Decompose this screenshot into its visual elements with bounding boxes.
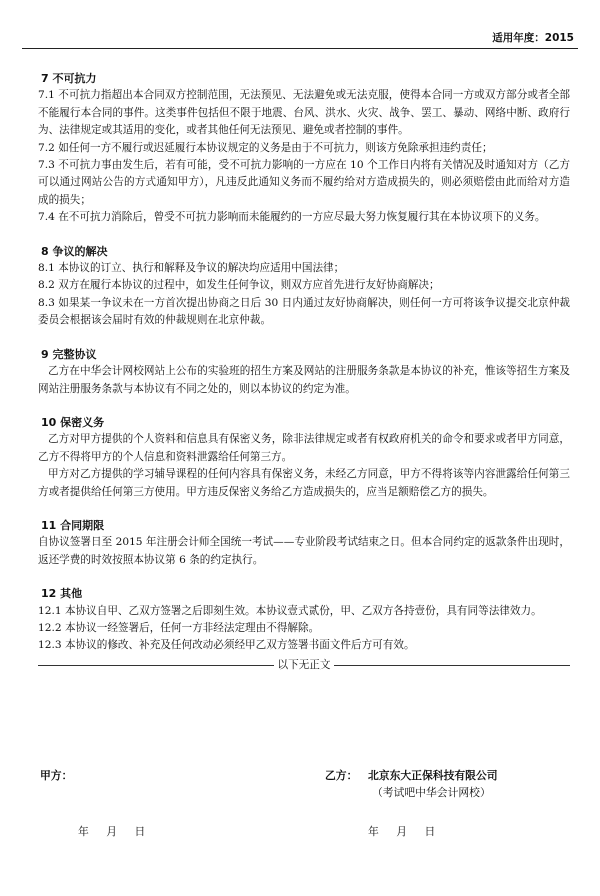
- clause-7-2: 7.2 如任何一方不履行或迟延履行本协议规定的义务是由于不可抗力，则该方免除承担违约责任；: [38, 141, 493, 154]
- clause-7-4: 7.4 在不可抗力消除后，曾受不可抗力影响而未能履约的一方应尽最大努力恢复履行其在本协议项下的义务。: [38, 211, 546, 224]
- clause-10-1: 乙方对甲方提供的个人资料和信息具有保密义务，除非法律规定或者有权政府机关的命令和要求或者甲方同意，乙方不得将甲方的个人信息和资料泄露给任何第三方。: [38, 433, 570, 463]
- party-a-date: 年 月 日: [78, 825, 146, 838]
- clause-7-3: 7.3 不可抗力事由发生后，若有可能，受不可抗力影响的一方应在 10 个工作日内将有关情况及时通知对方（乙方可以通过网站公告的方式通知甲方），凡违反此通知义务而不履约给对方造成损失的，则必须赔偿由此而给对方造成的损失；: [38, 159, 570, 206]
- section-title: 12 其他: [41, 587, 83, 601]
- section-force-majeure: [38, 70, 570, 227]
- section-title: 9 完整协议: [41, 347, 97, 361]
- divider-rule-left: [38, 665, 274, 666]
- party-a-label: 甲方：: [40, 769, 73, 782]
- end-of-text-divider: [38, 657, 570, 674]
- section-term: [38, 517, 570, 569]
- section-miscellaneous: [38, 585, 570, 655]
- section-title: 8 争议的解决: [41, 244, 108, 258]
- clause-9: 乙方在中华会计网校网站上公布的实验班的招生方案及网站的注册服务条款是本协议的补充，惟该等招生方案及网站注册服务条款与本协议有不同之处的，则以本协议的约定为准。: [38, 365, 570, 395]
- party-b-date: 年 月 日: [368, 825, 436, 838]
- section-title: 10 保密义务: [41, 415, 105, 429]
- clause-11: 自协议签署日至 2015 年注册会计师全国统一考试——专业阶段考试结束之日。但本合同约定的返款条件出现时，返还学费的时效按照本协议第 6 条的约定执行。: [38, 536, 570, 566]
- divider-rule-right: [334, 665, 570, 666]
- clause-12-2: 12.2 本协议一经签署后，任何一方非经法定理由不得解除。: [38, 621, 320, 634]
- agreement-body: [38, 70, 570, 674]
- end-of-text-label: 以下无正文: [277, 658, 331, 671]
- section-entire-agreement: [38, 346, 570, 398]
- party-b-name: 北京东大正保科技有限公司: [368, 769, 498, 782]
- section-title: 11 合同期限: [41, 518, 105, 532]
- clause-12-1: 12.1 本协议自甲、乙双方签署之后即刻生效。本协议壹式贰份，甲、乙双方各持壹份，具有同等法律效力。: [38, 604, 542, 617]
- section-title: 7 不可抗力: [41, 72, 97, 85]
- clause-8-1: 8.1 本协议的订立、执行和解释及争议的解决均应适用中国法律；: [38, 262, 345, 275]
- clause-8-3: 8.3 如果某一争议未在一方首次提出协商之日后 30 日内通过友好协商解决，则任何一方可将该争议提交北京仲裁委员会根据该会届时有效的仲裁规则在北京仲裁。: [38, 296, 570, 327]
- header-rule: [22, 48, 578, 49]
- party-b-label: 乙方：: [325, 769, 358, 782]
- clause-12-3: 12.3 本协议的修改、补充及任何改动必须经甲乙双方签署书面文件后方可有效。: [38, 639, 415, 652]
- section-dispute-resolution: [38, 243, 570, 330]
- party-b-note: （考试吧中华会计网校）: [372, 786, 491, 799]
- clause-10-2: 甲方对乙方提供的学习辅导课程的任何内容具有保密义务，未经乙方同意，甲方不得将该等内容泄露给任何第三方或者提供给任何第三方使用。甲方违反保密义务给乙方造成损失的，应当足额赔偿乙方的损失。: [38, 468, 570, 498]
- clause-8-2: 8.2 双方在履行本协议的过程中，如发生任何争议，则双方应首先进行友好协商解决；: [38, 279, 440, 292]
- applicable-year: 适用年度：2015: [492, 32, 574, 44]
- section-confidentiality: [38, 414, 570, 501]
- clause-7-1: 7.1 不可抗力指超出本合同双方控制范围，无法预见、无法避免或无法克服，使得本合同一方或双方部分或者全部不能履行本合同的事件。这类事件包括但不限于地震、台风、洪水、火灾、战争、罢工、暴动、网络中断、政府行为、法律规定或其适用的变化，或者其他任何无法预见、避免或者控制的事件。: [38, 89, 570, 137]
